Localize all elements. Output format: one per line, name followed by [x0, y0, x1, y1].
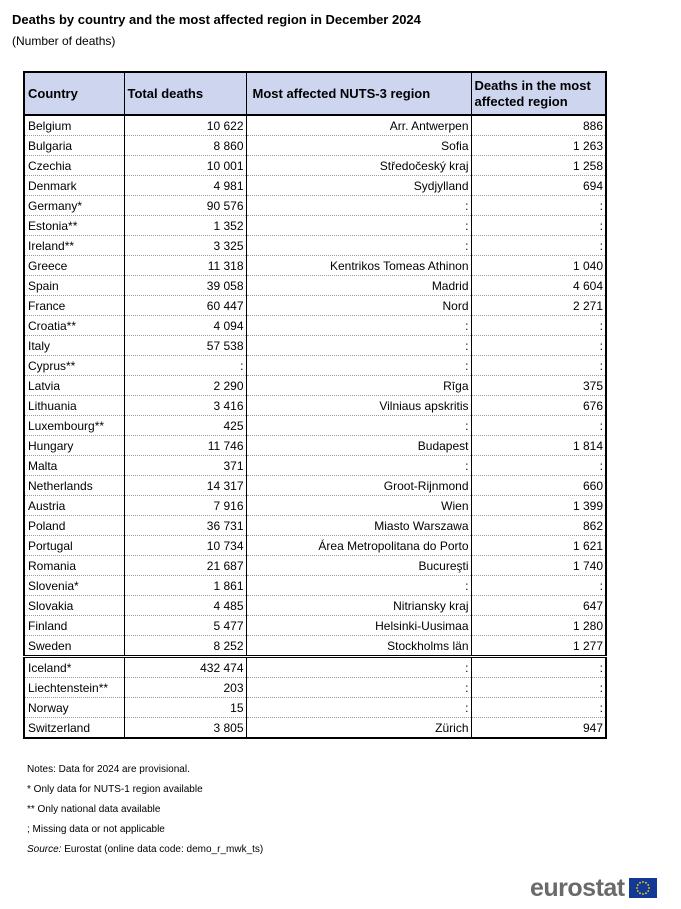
cell-region: Helsinki-Uusimaa [246, 616, 471, 636]
cell-total-deaths: : [124, 356, 246, 376]
table-row [24, 496, 606, 516]
cell-total-deaths: 203 [124, 678, 246, 698]
cell-total-deaths: 15 [124, 698, 246, 718]
cell-region: Miasto Warszawa [246, 516, 471, 536]
cell-country: Netherlands [24, 476, 124, 496]
flag-star [639, 892, 641, 894]
cell-region: Nord [246, 296, 471, 316]
cell-region: : [246, 698, 471, 718]
cell-country: France [24, 296, 124, 316]
table-row [24, 115, 606, 136]
cell-total-deaths: 39 058 [124, 276, 246, 296]
table-row [24, 296, 606, 316]
table-row [24, 576, 606, 596]
cell-region-deaths: 1 280 [471, 616, 606, 636]
cell-country: Ireland** [24, 236, 124, 256]
cell-region-deaths: : [471, 196, 606, 216]
table-row [24, 456, 606, 476]
cell-country: Malta [24, 456, 124, 476]
table-row [24, 216, 606, 236]
cell-region-deaths: 1 399 [471, 496, 606, 516]
cell-region: Rīga [246, 376, 471, 396]
cell-region: Madrid [246, 276, 471, 296]
flag-star [642, 893, 644, 895]
table-row [24, 516, 606, 536]
cell-country: Norway [24, 698, 124, 718]
note-source [27, 840, 263, 860]
cell-country: Switzerland [24, 718, 124, 739]
cell-country: Slovakia [24, 596, 124, 616]
table-row [24, 636, 606, 657]
cell-total-deaths: 3 325 [124, 236, 246, 256]
cell-country: Bulgaria [24, 136, 124, 156]
cell-country: Austria [24, 496, 124, 516]
cell-region: Nitriansky kraj [246, 596, 471, 616]
cell-region-deaths: 660 [471, 476, 606, 496]
cell-region-deaths: : [471, 678, 606, 698]
cell-country: Denmark [24, 176, 124, 196]
cell-total-deaths: 425 [124, 416, 246, 436]
cell-region: Vilniaus apskritis [246, 396, 471, 416]
cell-region-deaths: 1 814 [471, 436, 606, 456]
cell-region: Středočeský kraj [246, 156, 471, 176]
cell-region-deaths: 375 [471, 376, 606, 396]
cell-region-deaths: : [471, 356, 606, 376]
cell-total-deaths: 3 416 [124, 396, 246, 416]
cell-region-deaths: 1 621 [471, 536, 606, 556]
cell-total-deaths: 7 916 [124, 496, 246, 516]
cell-region: : [246, 657, 471, 678]
cell-country: Luxembourg** [24, 416, 124, 436]
cell-region: : [246, 336, 471, 356]
cell-region: Budapest [246, 436, 471, 456]
cell-total-deaths: 1 861 [124, 576, 246, 596]
notes-block [27, 760, 263, 860]
table-row [24, 136, 606, 156]
cell-country: Portugal [24, 536, 124, 556]
table-row [24, 176, 606, 196]
cell-country: Germany* [24, 196, 124, 216]
table-row [24, 436, 606, 456]
table-row [24, 336, 606, 356]
table-row [24, 536, 606, 556]
cell-total-deaths: 11 746 [124, 436, 246, 456]
cell-total-deaths: 4 094 [124, 316, 246, 336]
cell-region-deaths: 1 277 [471, 636, 606, 657]
deaths-table [23, 71, 607, 739]
table-row [24, 476, 606, 496]
flag-star [637, 884, 639, 886]
note-missing: ; Missing data or not applicable [27, 824, 165, 835]
cell-country: Finland [24, 616, 124, 636]
cell-total-deaths: 10 734 [124, 536, 246, 556]
table-row [24, 616, 606, 636]
page-subtitle: (Number of deaths) [12, 34, 116, 48]
cell-region-deaths: : [471, 336, 606, 356]
table-row [24, 396, 606, 416]
header-region-deaths: Deaths in the most affected region [471, 72, 606, 115]
header-country: Country [24, 72, 124, 115]
table-row [24, 256, 606, 276]
header-total-deaths: Total deaths [124, 72, 246, 115]
source-text: Eurostat (online data code: demo_r_mwk_ts) [61, 844, 264, 855]
cell-region: : [246, 576, 471, 596]
cell-region: : [246, 416, 471, 436]
flag-star [636, 887, 638, 889]
cell-country: Italy [24, 336, 124, 356]
cell-total-deaths: 1 352 [124, 216, 246, 236]
flag-star [642, 881, 644, 883]
cell-country: Belgium [24, 115, 124, 136]
cell-country: Greece [24, 256, 124, 276]
cell-country: Czechia [24, 156, 124, 176]
cell-country: Iceland* [24, 657, 124, 678]
flag-star [645, 892, 647, 894]
table-header-row [24, 72, 606, 115]
cell-total-deaths: 2 290 [124, 376, 246, 396]
cell-region: : [246, 196, 471, 216]
cell-region: : [246, 316, 471, 336]
cell-region-deaths: 862 [471, 516, 606, 536]
cell-total-deaths: 4 485 [124, 596, 246, 616]
eu-flag-stars [629, 878, 657, 898]
cell-region: Zürich [246, 718, 471, 739]
cell-region-deaths: 1 258 [471, 156, 606, 176]
note-provisional: Notes: Data for 2024 are provisional. [27, 764, 190, 775]
table-row [24, 657, 606, 678]
cell-country: Cyprus** [24, 356, 124, 376]
cell-country: Poland [24, 516, 124, 536]
cell-total-deaths: 8 252 [124, 636, 246, 657]
cell-total-deaths: 36 731 [124, 516, 246, 536]
table-row [24, 196, 606, 216]
flag-star [648, 887, 650, 889]
eu-flag-icon [629, 878, 657, 898]
cell-total-deaths: 371 [124, 456, 246, 476]
table-row [24, 236, 606, 256]
cell-region-deaths: : [471, 236, 606, 256]
cell-total-deaths: 11 318 [124, 256, 246, 276]
cell-region-deaths: 1 740 [471, 556, 606, 576]
header-region: Most affected NUTS-3 region [246, 72, 471, 115]
cell-region: Sofia [246, 136, 471, 156]
cell-region-deaths: 1 040 [471, 256, 606, 276]
cell-region-deaths: 947 [471, 718, 606, 739]
cell-region-deaths: 676 [471, 396, 606, 416]
flag-star [647, 890, 649, 892]
cell-country: Spain [24, 276, 124, 296]
table-row [24, 698, 606, 718]
cell-region-deaths: 886 [471, 115, 606, 136]
cell-region-deaths: : [471, 576, 606, 596]
cell-total-deaths: 8 860 [124, 136, 246, 156]
table-row [24, 596, 606, 616]
eurostat-logo [530, 873, 657, 903]
flag-star [647, 884, 649, 886]
cell-country: Latvia [24, 376, 124, 396]
cell-country: Lithuania [24, 396, 124, 416]
cell-country: Hungary [24, 436, 124, 456]
cell-total-deaths: 10 001 [124, 156, 246, 176]
source-label: Source: [27, 844, 62, 855]
cell-region: Arr. Antwerpen [246, 115, 471, 136]
note-double-star: ** Only national data available [27, 804, 161, 815]
cell-region-deaths: : [471, 456, 606, 476]
table-row [24, 718, 606, 739]
cell-total-deaths: 14 317 [124, 476, 246, 496]
cell-region-deaths: : [471, 698, 606, 718]
cell-region: Stockholms län [246, 636, 471, 657]
cell-country: Croatia** [24, 316, 124, 336]
cell-region-deaths: : [471, 416, 606, 436]
cell-region-deaths: : [471, 216, 606, 236]
cell-total-deaths: 5 477 [124, 616, 246, 636]
page-title: Deaths by country and the most affected region in December 2024 [12, 12, 421, 27]
cell-region: Groot-Rijnmond [246, 476, 471, 496]
cell-region: Kentrikos Tomeas Athinon [246, 256, 471, 276]
table-row [24, 376, 606, 396]
cell-region-deaths: 4 604 [471, 276, 606, 296]
cell-country: Slovenia* [24, 576, 124, 596]
cell-region: : [246, 456, 471, 476]
cell-region: Wien [246, 496, 471, 516]
table-row [24, 276, 606, 296]
cell-total-deaths: 57 538 [124, 336, 246, 356]
cell-total-deaths: 10 622 [124, 115, 246, 136]
cell-region: : [246, 678, 471, 698]
table-row [24, 316, 606, 336]
cell-region-deaths: 647 [471, 596, 606, 616]
cell-region: : [246, 216, 471, 236]
cell-total-deaths: 4 981 [124, 176, 246, 196]
flag-star [645, 882, 647, 884]
table-row [24, 556, 606, 576]
cell-country: Estonia** [24, 216, 124, 236]
logo-text: eurostat [530, 873, 625, 902]
cell-region: : [246, 236, 471, 256]
table-row [24, 678, 606, 698]
cell-total-deaths: 432 474 [124, 657, 246, 678]
cell-total-deaths: 3 805 [124, 718, 246, 739]
table-row [24, 156, 606, 176]
note-single-star: * Only data for NUTS-1 region available [27, 784, 203, 795]
cell-region: : [246, 356, 471, 376]
cell-total-deaths: 21 687 [124, 556, 246, 576]
cell-region-deaths: : [471, 657, 606, 678]
cell-total-deaths: 60 447 [124, 296, 246, 316]
cell-country: Liechtenstein** [24, 678, 124, 698]
cell-country: Sweden [24, 636, 124, 657]
table-row [24, 416, 606, 436]
cell-region-deaths: 2 271 [471, 296, 606, 316]
cell-country: Romania [24, 556, 124, 576]
cell-region: Bucureşti [246, 556, 471, 576]
cell-total-deaths: 90 576 [124, 196, 246, 216]
cell-region: Área Metropolitana do Porto [246, 536, 471, 556]
cell-region-deaths: 1 263 [471, 136, 606, 156]
table-row [24, 356, 606, 376]
flag-star [637, 890, 639, 892]
cell-region: Sydjylland [246, 176, 471, 196]
flag-star [639, 882, 641, 884]
cell-region-deaths: : [471, 316, 606, 336]
cell-region-deaths: 694 [471, 176, 606, 196]
